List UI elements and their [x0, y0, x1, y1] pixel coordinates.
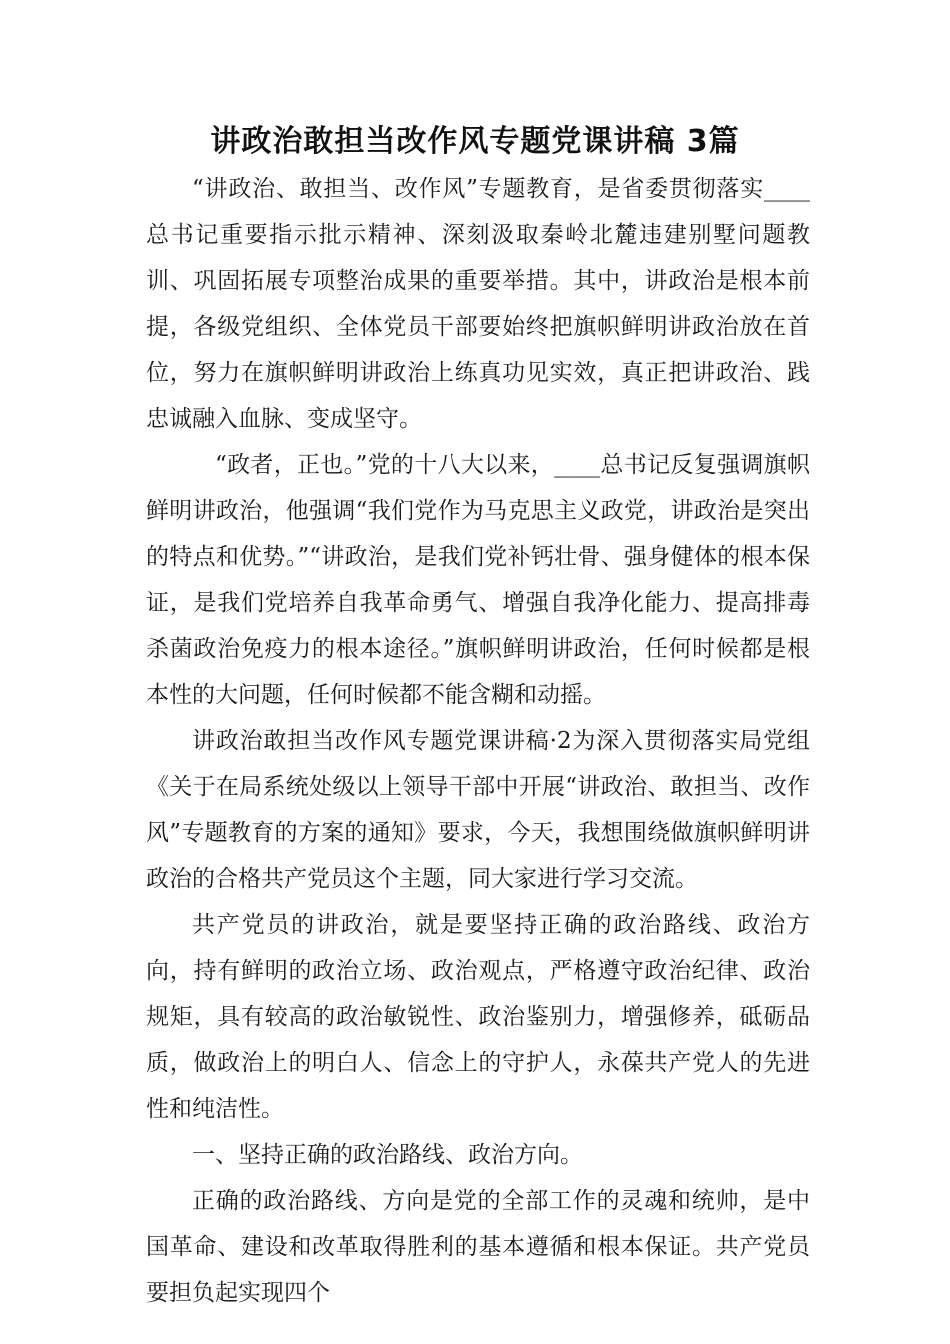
document-body — [146, 166, 810, 1316]
paragraph: 共产党员的讲政治，就是要坚持正确的政治路线、政治方向，持有鲜明的政治立场、政治观点，严格遵守政治纪律、政治规矩，具有较高的政治敏锐性、政治鉴别力，增强修养，砥砺品质，做政治上的明白人、信念上的守护人，永葆共产党人的先进性和纯洁性。 — [146, 912, 810, 1122]
paragraph: 讲政治敢担当改作风专题党课讲稿·2为深入贯彻落实局党组《关于在局系统处级以上领导干部中开展“讲政治、敢担当、改作风”专题教育的方案的通知》要求，今天，我想围绕做旗帜鲜明讲政治的合格共产党员这个主题，同大家进行学习交流。 — [146, 728, 810, 892]
document-title: 讲政治敢担当改作风专题党课讲稿 3篇 — [210, 124, 740, 159]
paragraph: 正确的政治路线、方向是党的全部工作的灵魂和统帅，是中国革命、建设和改革取得胜利的基本遵循和根本保证。共产党员要担负起实现四个 — [146, 1188, 810, 1306]
paragraph: “讲政治、敢担当、改作风”专题教育，是省委贯彻落实____总书记重要指示批示精神、深刻汲取秦岭北麓违建别墅问题教训、巩固拓展专项整治成果的重要举措。其中，讲政治是根本前提，各级党组织、全体党员干部要始终把旗帜鲜明讲政治放在首位，努力在旗帜鲜明讲政治上练真功见实效，真正把讲政治、践忠诚融入血脉、变成坚守。 — [146, 176, 810, 432]
section-heading: 一、坚持正确的政治路线、政治方向。 — [192, 1142, 583, 1168]
paragraph: “政者，正也。”党的十八大以来，____总书记反复强调旗帜鲜明讲政治，他强调“我们党作为马克思主义政党，讲政治是突出的特点和优势。”“讲政治，是我们党补钙壮骨、强身健体的根本保证，是我们党培养自我革命勇气、增强自我净化能力、提高排毒杀菌政治免疫力的根本途径。”旗帜鲜明讲政治，任何时候都是根本性的大问题，任何时候都不能含糊和动摇。 — [146, 452, 810, 708]
